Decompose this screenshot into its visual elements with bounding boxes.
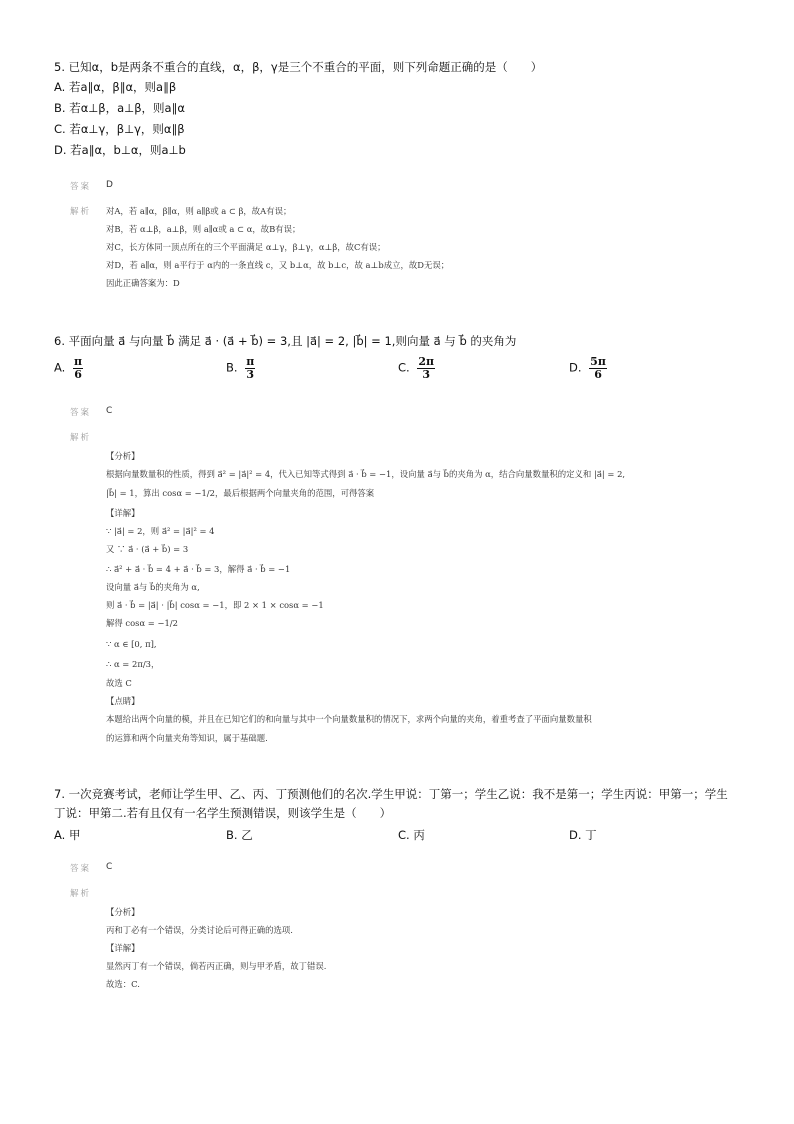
q5-analysis-line: 对B，若 α⊥β，a⊥β，则 a∥α或 a ⊂ α，故B有误；	[106, 224, 301, 234]
q5-analysis-line: 对D，若 a∥α，则 a平行于 α内的一条直线 c，又 b⊥α，故 b⊥c，故 a⊥b成立，故D无误；	[106, 260, 450, 270]
q6-analysis-line: 解得 cosα = −1/2	[106, 618, 178, 628]
q6-analysis-line: 又 ∵ a⃗ · (a⃗ + b⃗) = 3	[106, 544, 189, 554]
q6-option-a-numerator: π	[73, 355, 83, 368]
q6-option-d[interactable]	[569, 356, 607, 380]
q7-analysis-label: 解析	[70, 889, 92, 899]
q6-analysis-line: 【点睛】	[106, 696, 140, 706]
q7-analysis-line: 故选：C.	[106, 979, 140, 989]
q6-analysis-line: ∵ α ∈ [0, π],	[106, 639, 157, 649]
q7-stem-line: 7. 一次竞赛考试，老师让学生甲、乙、丙、丁预测他们的名次.学生甲说：丁第一；学生乙说：我不是第一；学生丙说：甲第一；学生	[54, 787, 728, 801]
q7-option-b[interactable]: B. 乙	[226, 828, 253, 842]
q6-answer-value: C	[106, 406, 113, 416]
q5-analysis-line: 因此正确答案为：D	[106, 278, 180, 288]
q6-analysis-line: 【分析】	[106, 451, 140, 461]
q7-analysis-line: 【详解】	[106, 943, 140, 953]
q6-analysis-line: |b⃗| = 1，算出 cosα = −1/2，最后根据两个向量夹角的范围，可得答案	[106, 488, 375, 498]
q6-option-c-numerator: 2π	[418, 355, 435, 368]
q5-analysis-line: 对A，若 a∥α，β∥α，则 a∥β或 a ⊂ β，故A有误；	[106, 206, 292, 216]
q6-analysis-line: 的运算和两个向量夹角等知识，属于基础题.	[106, 733, 268, 743]
q7-stem-line: 丁说：甲第二.若有且仅有一名学生预测错误，则该学生是（ ）	[54, 806, 392, 820]
q6-option-c-denominator: 3	[422, 367, 431, 381]
q6-option-b[interactable]	[226, 356, 255, 380]
q6-option-a-fraction	[73, 356, 83, 380]
q7-analysis-line: 【分析】	[106, 907, 140, 917]
q6-option-b-letter: B.	[226, 360, 238, 375]
q6-option-c[interactable]	[398, 356, 435, 380]
q6-analysis-line: 本题给出两个向量的模，并且在已知它们的和向量与其中一个向量数量积的情况下，求两个向量的夹角，着重考查了平面向量数量积	[106, 714, 592, 724]
q6-option-a-letter: A.	[54, 360, 66, 375]
q5-analysis-line: 对C，长方体同一顶点所在的三个平面满足 α⊥γ，β⊥γ，α⊥β，故C有误；	[106, 242, 386, 252]
q5-option-a[interactable]: A. 若a∥α，β∥α，则a∥β	[54, 80, 177, 94]
q5-answer-value: D	[106, 180, 113, 190]
q5-analysis-label: 解析	[70, 207, 92, 217]
q6-stem: 6. 平面向量 a⃗ 与向量 b⃗ 满足 a⃗ · (a⃗ + b⃗) = 3,且 |a⃗| = 2, |b⃗| = 1,则向量 a⃗ 与 b⃗ 的夹角为	[54, 334, 517, 348]
q6-analysis-line: 则 a⃗ · b⃗ = |a⃗| · |b⃗| cosα = −1，即 2 × 1 × cosα = −1	[106, 600, 324, 610]
q6-option-a-denominator: 6	[74, 367, 82, 381]
q6-option-b-denominator: 3	[246, 367, 255, 381]
q5-option-c[interactable]: C. 若α⊥γ，β⊥γ，则α∥β	[54, 122, 185, 136]
q6-option-b-fraction	[245, 356, 255, 380]
q6-answer-label: 答案	[70, 408, 92, 418]
q6-analysis-line: 设向量 a⃗与 b⃗的夹角为 α,	[106, 582, 200, 592]
q6-option-d-numerator: 5π	[590, 355, 606, 368]
q6-analysis-label: 解析	[70, 433, 92, 443]
q6-option-d-denominator: 6	[594, 367, 602, 381]
q5-option-d[interactable]: D. 若a∥α，b⊥α，则a⊥b	[54, 143, 186, 157]
q6-analysis-line: 故选 C	[106, 678, 132, 688]
q6-option-c-fraction	[417, 356, 435, 380]
q7-analysis-line: 显然丙丁有一个错误，倘若丙正确，则与甲矛盾，故丁错误.	[106, 961, 327, 971]
q6-option-d-fraction	[589, 356, 607, 380]
q6-analysis-line: ∴ a⃗² + a⃗ · b⃗ = 4 + a⃗ · b⃗ = 3，解得 a⃗ · b⃗ = −1	[106, 564, 291, 574]
q7-option-a[interactable]: A. 甲	[54, 828, 81, 842]
q7-answer-label: 答案	[70, 864, 92, 874]
q6-analysis-line: ∵ |a⃗| = 2，则 a⃗² = |a⃗|² = 4	[106, 526, 215, 536]
q7-analysis-line: 丙和丁必有一个错误，分类讨论后可得正确的选项.	[106, 925, 293, 935]
q7-answer-value: C	[106, 862, 113, 872]
q5-answer-label: 答案	[70, 182, 92, 192]
q5-stem: 5. 已知α，b是两条不重合的直线，α，β，γ是三个不重合的平面，则下列命题正确的是（ ）	[54, 60, 543, 74]
q6-analysis-line: 【详解】	[106, 508, 140, 518]
q5-option-b[interactable]: B. 若α⊥β，a⊥β，则a∥α	[54, 101, 185, 115]
q6-option-b-numerator: π	[246, 355, 255, 368]
q6-analysis-line: ∴ α = 2π/3，	[106, 659, 160, 669]
q6-option-d-letter: D.	[569, 360, 582, 375]
q6-option-c-letter: C.	[398, 360, 410, 375]
q7-option-d[interactable]: D. 丁	[569, 828, 597, 842]
q7-option-c[interactable]: C. 丙	[398, 828, 425, 842]
q6-option-a[interactable]	[54, 356, 83, 380]
q6-analysis-line: 根据向量数量积的性质，得到 a⃗² = |a⃗|² = 4，代入已知等式得到 a⃗ · b⃗ = −1，设向量 a⃗与 b⃗的夹角为 α，结合向量数量积的定义和 |a⃗| = 2,	[106, 469, 626, 479]
